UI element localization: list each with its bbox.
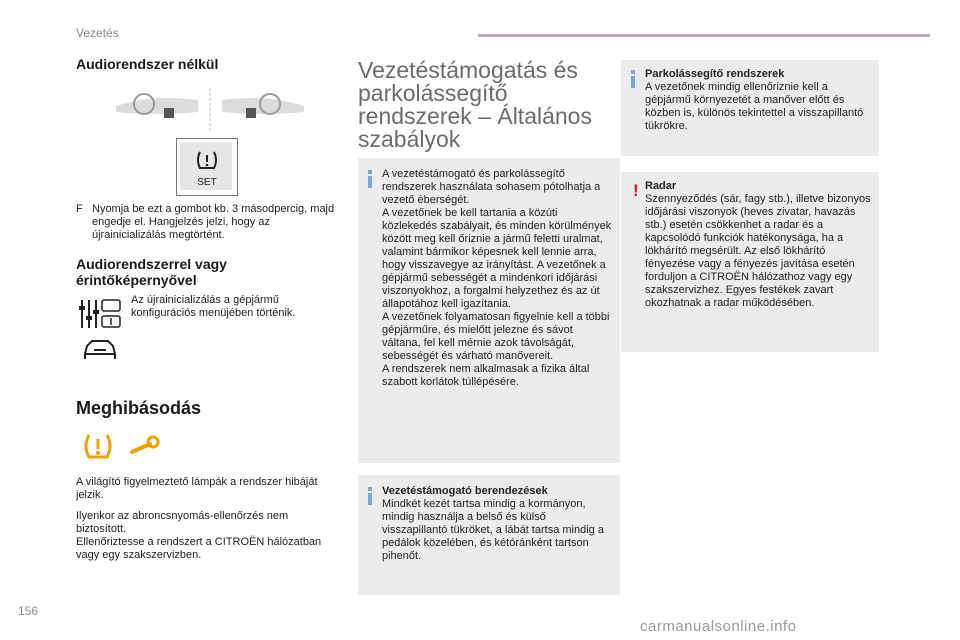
heading-audio-touchscreen: Audiorendszerrel vagy érintőképernyővel [76,256,227,288]
watermark: carmanualsonline.info [640,618,797,635]
set-label: SET [197,177,217,188]
parking-aids-text: A vezetőnek mindig ellenőriznie kell a gépjármű környezetét a manőver előtt és közben is, különös tekintettel a visszapillantó tükrökre. [645,81,864,132]
reinit-text: Az újrainicializálás a gépjármű konfigurációs menüjében történik. [131,294,296,319]
info-box-parking-aids [621,60,879,156]
settings-menu-icon [78,296,122,332]
fault-text: A világító figyelmeztető lámpák a rendszer hibáját jelzik. [76,476,318,501]
tyre-pressure-icon [195,149,219,171]
warning-box-radar [621,172,879,352]
fault-advice-text: Ilyenkor az abroncsnyomás-ellenőrzés nem biztosított. Ellenőriztesse a rendszert a CITROËN hálózatban vagy egy szakszervizben. [76,510,322,561]
info-box-general [358,158,620,463]
info-icon [366,487,374,505]
page-number: 156 [18,604,39,618]
heading-fault: Meghibásodás [76,398,202,418]
service-wrench-icon [128,434,160,458]
dashboard-illustration [112,86,308,132]
parking-aids-title: Parkolássegítő rendszerek [645,68,785,80]
info-icon [366,170,374,188]
driving-aids-text: Mindkét kezét tartsa mindig a kormányon, mindig használja a belső és külső visszapillantó tükröket, a lábát tartsa mindig a pedálok közelében, és kétóránként tartson pihenőt. [382,498,604,562]
set-button-illustration [176,138,238,196]
page-title: Vezetéstámogatás és parkolássegítő rendszerek – Általános szabályok [358,57,592,152]
general-text: A vezetéstámogató és parkolássegítő rendszerek használata sohasem pótolhatja a vezető éberségét. A vezetőnek be kell tartania a közúti közlekedés szabályait, és minden körülmények között meg kell őriznie a jármű feletti uralmat, valamint bármikor képesnek kell lennie arra, hogy visszavegye az irányítást. A vezetőnek a gépjármű sebességét a mindenkori időjárási viszonyokhoz, a forgalmi helyzethez és az út állapotához kell igazítania. A vezetőnek folyamatosan figyelnie kell a többi gépjárműre, és mielőtt jelezne és sávot váltana, fel kell mérnie azok távolságát, sebességét és várható manővereit. A rendszerek nem alkalmasak a fizika által szabott korlátok túllépésére. [382,168,612,388]
car-icon [82,336,118,362]
radar-text: Szennyeződés (sár, fagy stb.), illetve bizonyos időjárási viszonyok (heves zivatar, havazás stb.) esetén csökkenhet a radar és a kapcsolódó funkciók hatékonysága, ha a lökhárító megsérült. Az első lökhárító fényezése vagy a fényezés javítása esetén forduljon a CITROËN hálózathoz vagy egy szakszervizhez. Egyes festékek zavart okozhatnak a radar működésében. [645,193,871,309]
info-box-driving-aids [358,475,620,595]
step-bullet: F [76,203,83,215]
radar-title: Radar [645,180,677,192]
header-accent-bar [478,34,930,37]
warning-icon: ! [633,181,639,200]
section-header: Vezetés [76,26,119,40]
step-text: Nyomja be ezt a gombot kb. 3 másodpercig, majd engedje el. Hangjelzés jelzi, hogy az újrainicializálás megtörtént. [92,203,335,241]
info-icon [629,70,637,88]
instruction-step [76,203,338,242]
heading-audio-none: Audiorendszer nélkül [76,56,219,72]
driving-aids-title: Vezetéstámogató berendezések [382,485,548,497]
tyre-warning-lamp-icon [82,430,114,462]
